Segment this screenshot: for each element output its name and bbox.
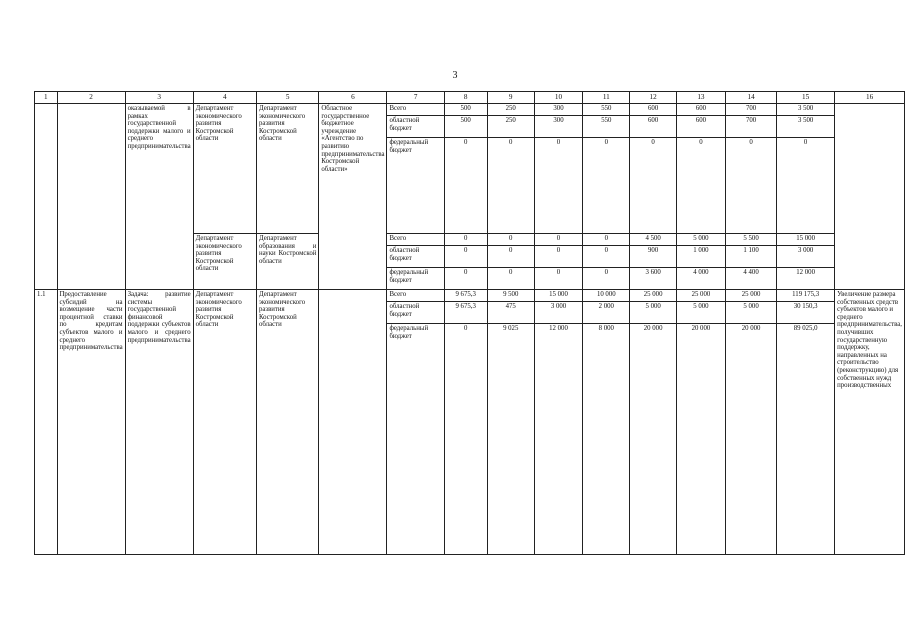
value-cell: 10 000 [583,290,630,302]
value-cell: 0 [534,234,582,246]
value-cell: 700 [726,104,777,116]
value-cell: 250 [487,104,534,116]
header-cell: 15 [777,92,835,104]
value-cell: 300 [534,104,582,116]
table-row [35,104,905,116]
event-name-cell: Предоставление субсидий на возмещение части процентной ставки по кредитам субъектов малого и среднего предпринимательства [57,290,125,555]
value-cell: 500 [444,116,487,138]
value-cell: 119 175,3 [777,290,835,302]
value-cell: 0 [534,138,582,234]
value-cell: 5 500 [726,234,777,246]
value-cell: 600 [630,116,676,138]
value-cell: 3 000 [777,246,835,268]
value-cell: 0 [583,246,630,268]
value-cell: 0 [630,138,676,234]
value-cell: 25 000 [630,290,676,302]
value-cell: 900 [630,246,676,268]
result-cell: Увеличение размера собственных средств субъектов малого и среднего предпринимательства, получивших государственную поддержку, направленных на строительство (реконструкцию) для собственных нужд производственных [835,290,905,555]
responsible-cell: Департамент экономического развития Костромской области [193,234,256,290]
value-cell: 0 [583,268,630,290]
header-cell: 7 [387,92,444,104]
value-cell: 0 [444,268,487,290]
value-cell: 3 500 [777,116,835,138]
value-cell: 3 000 [534,302,582,324]
value-cell: 3 500 [777,104,835,116]
funding-label: федеральный бюджет [387,138,444,234]
value-cell: 5 000 [676,234,725,246]
value-cell: 0 [726,138,777,234]
table-row [35,290,905,302]
header-cell: 3 [125,92,193,104]
header-cell: 12 [630,92,676,104]
value-cell: 0 [487,268,534,290]
header-cell: 6 [319,92,387,104]
value-cell: 9 675,3 [444,302,487,324]
funding-label: областной бюджет [387,302,444,324]
value-cell: 20 000 [726,324,777,555]
value-cell: 0 [444,324,487,555]
value-cell: 0 [487,234,534,246]
value-cell: 475 [487,302,534,324]
value-cell: 5 000 [676,302,725,324]
value-cell: 4 500 [630,234,676,246]
value-cell: 250 [487,116,534,138]
value-cell: 700 [726,116,777,138]
value-cell: 600 [630,104,676,116]
responsible-cell: Департамент экономического развития Костромской области [193,290,256,555]
task-cell: Задача: развитие системы государственной финансовой поддержки субъектов малого и среднего предпринимательства [125,290,193,555]
value-cell: 25 000 [726,290,777,302]
value-cell: 0 [444,138,487,234]
value-cell: 25 000 [676,290,725,302]
value-cell: 1 100 [726,246,777,268]
executor-cell: Департамент экономического развития Костромской области [256,104,318,234]
value-cell: 0 [534,268,582,290]
value-cell: 15 000 [534,290,582,302]
executor-cell: Департамент экономического развития Костромской области [256,290,318,555]
value-cell: 0 [444,234,487,246]
page-number: 3 [452,70,458,81]
funding-label: Всего [387,234,444,246]
header-cell: 9 [487,92,534,104]
header-cell: 5 [256,92,318,104]
value-cell: 1 000 [676,246,725,268]
header-cell: 2 [57,92,125,104]
value-cell: 9 500 [487,290,534,302]
funding-label: федеральный бюджет [387,268,444,290]
value-cell: 550 [583,104,630,116]
row-number-cell [35,104,58,290]
value-cell: 0 [676,138,725,234]
value-cell: 500 [444,104,487,116]
value-cell: 9 675,3 [444,290,487,302]
participant-cell [319,290,387,555]
value-cell: 3 600 [630,268,676,290]
funding-label: федеральный бюджет [387,324,444,555]
value-cell: 12 000 [777,268,835,290]
header-cell: 16 [835,92,905,104]
value-cell: 4 000 [676,268,725,290]
header-cell: 13 [676,92,725,104]
program-table [34,91,905,555]
value-cell: 9 025 [487,324,534,555]
header-row [35,92,905,104]
value-cell: 0 [777,138,835,234]
value-cell: 8 000 [583,324,630,555]
value-cell: 0 [444,246,487,268]
value-cell: 0 [583,234,630,246]
funding-label: областной бюджет [387,116,444,138]
value-cell: 12 000 [534,324,582,555]
value-cell: 30 150,3 [777,302,835,324]
value-cell: 0 [534,246,582,268]
value-cell: 20 000 [676,324,725,555]
value-cell: 600 [676,104,725,116]
value-cell: 20 000 [630,324,676,555]
responsible-cell: Департамент экономического развития Костромской области [193,104,256,234]
value-cell: 2 000 [583,302,630,324]
executor-cell: Департамент образования и науки Костромской области [256,234,318,290]
participant-cell: Областное государственное бюджетное учреждение «Агентство по развитию предпринимательства Костромской области» [319,104,387,290]
header-cell: 14 [726,92,777,104]
header-cell: 1 [35,92,58,104]
funding-label: Всего [387,104,444,116]
funding-label: Всего [387,290,444,302]
value-cell: 0 [487,246,534,268]
header-cell: 10 [534,92,582,104]
value-cell: 550 [583,116,630,138]
funding-label: областной бюджет [387,246,444,268]
value-cell: 4 400 [726,268,777,290]
task-cell: оказываемой в рамках государственной поддержки малого и среднего предпринимательства [125,104,193,290]
header-cell: 11 [583,92,630,104]
header-cell: 4 [193,92,256,104]
result-cell [835,104,905,290]
row-number-cell: 1.1 [35,290,58,555]
value-cell: 5 000 [630,302,676,324]
value-cell: 15 000 [777,234,835,246]
header-cell: 8 [444,92,487,104]
value-cell: 89 025,0 [777,324,835,555]
value-cell: 0 [583,138,630,234]
value-cell: 5 000 [726,302,777,324]
value-cell: 0 [487,138,534,234]
value-cell: 300 [534,116,582,138]
value-cell: 600 [676,116,725,138]
event-name-cell [57,104,125,290]
